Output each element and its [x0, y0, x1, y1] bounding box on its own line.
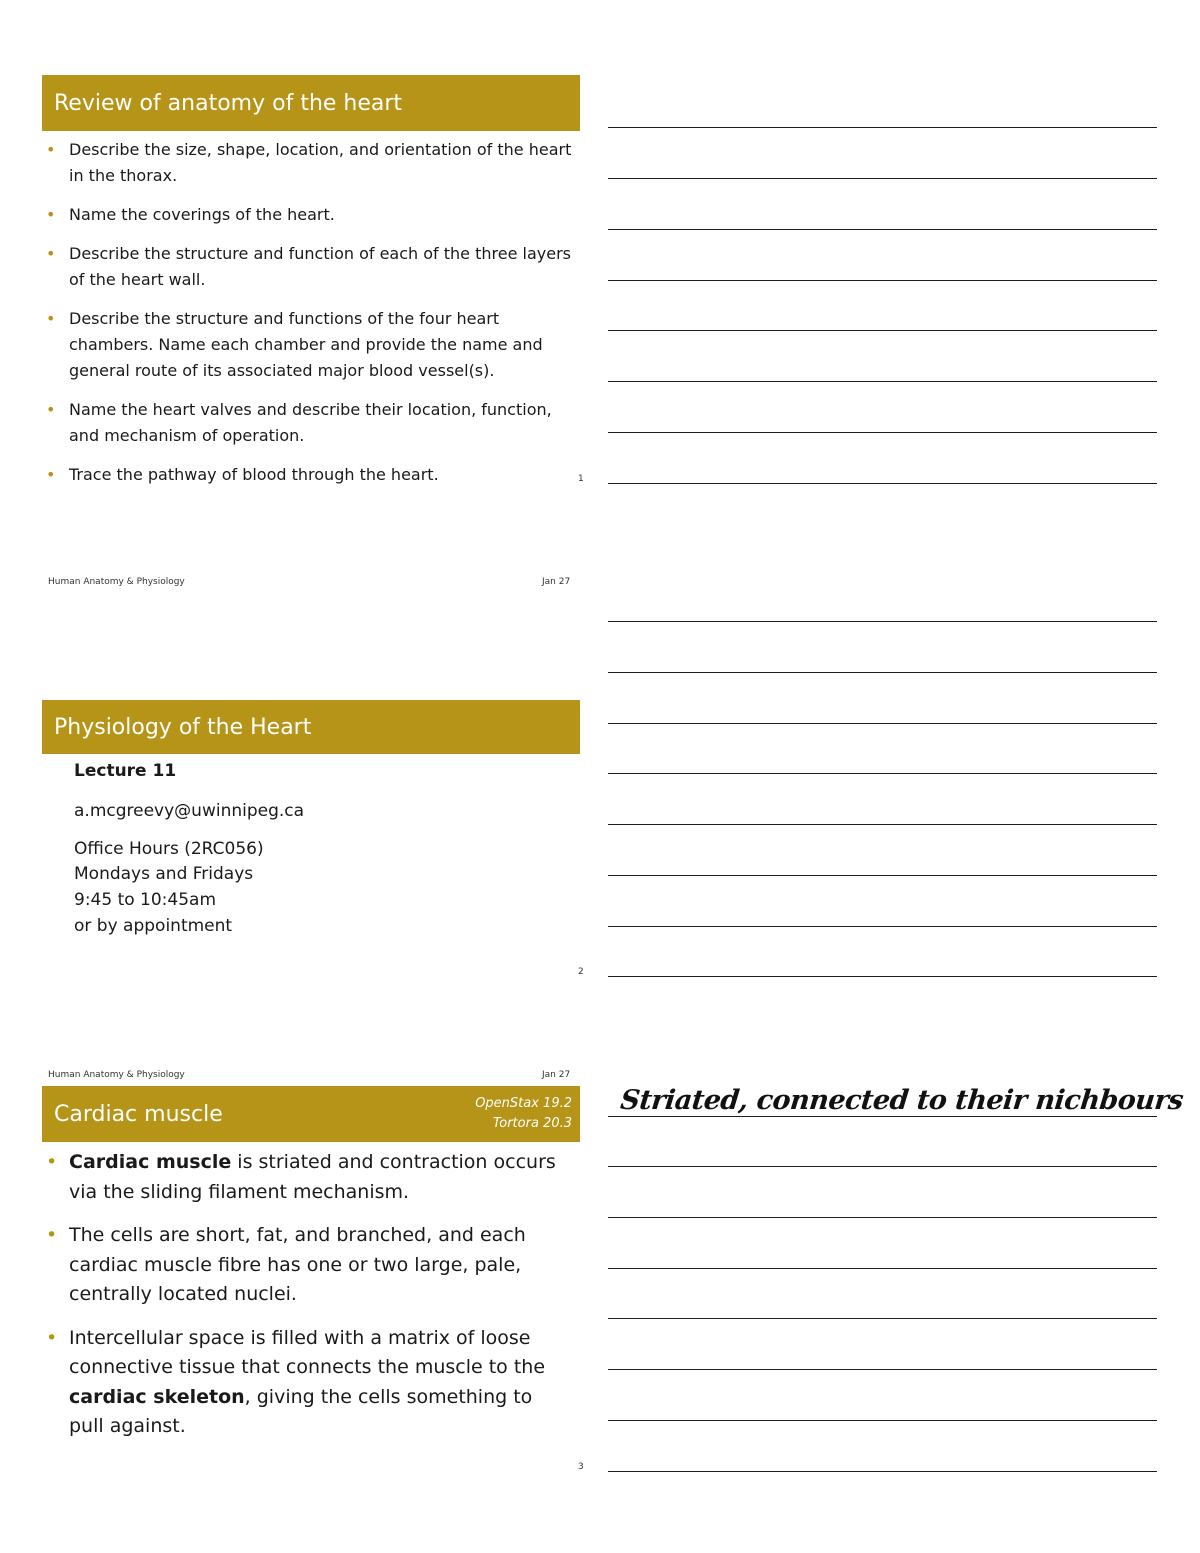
note-line: [608, 229, 1157, 230]
footer-course: Human Anatomy & Physiology: [48, 577, 185, 587]
office-hours-alt: or by appointment: [74, 916, 233, 936]
office-hours-time: 9:45 to 10:45am: [74, 890, 217, 910]
slide-3: [42, 1086, 584, 1486]
footer-date: Jan 27: [542, 1070, 571, 1080]
note-line: [608, 1166, 1157, 1167]
note-line: [608, 1420, 1157, 1421]
office-hours-title: Office Hours (2RC056): [74, 839, 264, 859]
page-number: 1: [578, 474, 584, 484]
note-line: [608, 875, 1157, 876]
slide-title: Review of anatomy of the heart: [54, 91, 403, 116]
note-line: [608, 773, 1157, 774]
slide-2: [42, 700, 584, 1090]
note-line: [608, 381, 1157, 382]
office-hours-days: Mondays and Fridays: [74, 864, 254, 884]
cardiac-muscle-list: [42, 1148, 572, 1456]
note-line: [608, 483, 1157, 484]
note-line: [608, 824, 1157, 825]
note-line: [608, 330, 1157, 331]
footer-course: Human Anatomy & Physiology: [48, 1070, 185, 1080]
list-item-text: Intercellular space is filled with a matrix of loose connective tissue that connects the muscle to the: [69, 1326, 546, 1378]
list-item: • Describe the structure and function of each of the three layers of the heart wall.: [42, 241, 572, 293]
footer-date: Jan 27: [542, 577, 571, 587]
list-item: • The cells are short, fat, and branched, and each cardiac muscle fibre has one or two large, pale, centrally located nuclei.: [42, 1221, 572, 1310]
reference-citations: [475, 1094, 572, 1134]
slide-title-bar: [42, 700, 580, 754]
term-cardiac-muscle: Cardiac muscle: [69, 1151, 232, 1173]
slide-title: Physiology of the Heart: [54, 715, 312, 740]
slide-title: Cardiac muscle: [54, 1102, 223, 1127]
slide-1: [42, 75, 584, 605]
note-line: [608, 1217, 1157, 1218]
list-item: • Name the heart valves and describe their location, function, and mechanism of operation.: [42, 397, 572, 449]
slide-title-bar: [42, 1086, 580, 1142]
note-line: [608, 1471, 1157, 1472]
reference-tortora: Tortora 20.3: [492, 1116, 572, 1131]
list-item: • Name the coverings of the heart.: [42, 202, 572, 228]
page-number: 3: [578, 1462, 584, 1472]
lecture-label: Lecture 11: [74, 761, 177, 781]
note-line: [608, 621, 1157, 622]
note-line: [608, 976, 1157, 977]
contact-email: a.mcgreevy@uwinnipeg.ca: [74, 801, 305, 821]
list-item-text: , giving the cells something to pull against.: [69, 1385, 533, 1437]
list-item: • Describe the structure and functions of the four heart chambers. Name each chamber and provide the name and general route of its associated major blood vessel(s).: [42, 306, 572, 384]
list-item-text: is striated and contraction occurs via the sliding filament mechanism.: [69, 1151, 556, 1203]
term-cardiac-skeleton: cardiac skeleton: [69, 1385, 245, 1408]
note-line: [608, 926, 1157, 927]
objectives-list: [42, 137, 572, 501]
list-item: [42, 1148, 572, 1207]
note-line: [608, 1369, 1157, 1370]
list-item: • Trace the pathway of blood through the heart.: [42, 462, 572, 488]
note-line: [608, 127, 1157, 128]
handwritten-note: Striated, connected to their nichbours: [618, 1085, 1185, 1116]
list-item: • Describe the size, shape, location, and orientation of the heart in the thorax.: [42, 137, 572, 189]
note-line: [608, 178, 1157, 179]
note-line: [608, 723, 1157, 724]
note-line: [608, 280, 1157, 281]
note-line: [608, 1318, 1157, 1319]
reference-openstax: OpenStax 19.2: [475, 1096, 572, 1111]
note-line: [608, 672, 1157, 673]
slide-title-bar: [42, 75, 580, 131]
page-number: 2: [578, 967, 584, 977]
list-item: [42, 1324, 572, 1442]
note-line: [608, 432, 1157, 433]
note-line: [608, 1268, 1157, 1269]
